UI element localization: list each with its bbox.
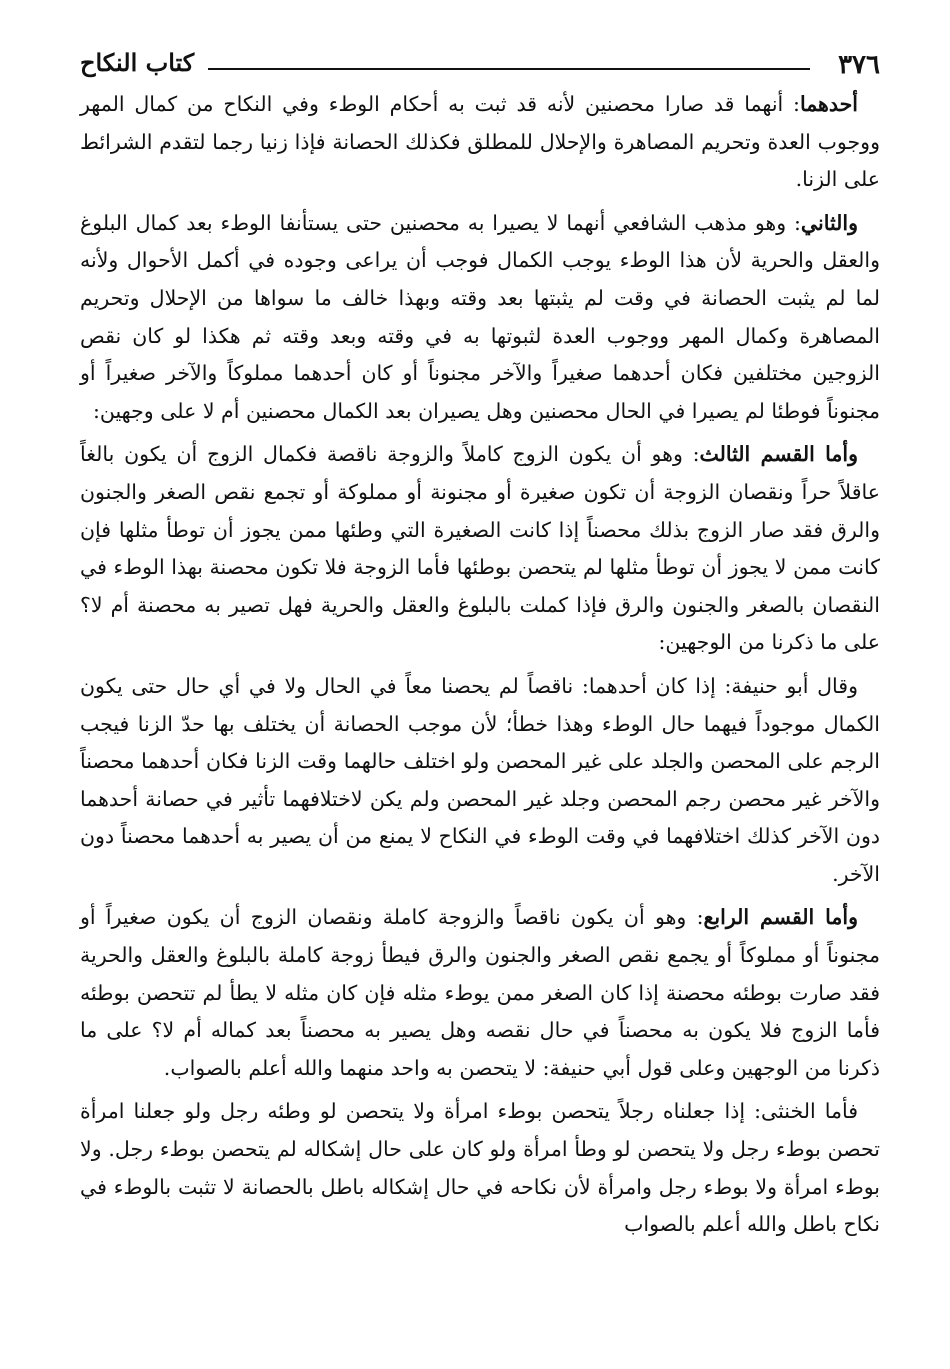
paragraph-text: : وهو مذهب الشافعي أنهما لا يصيرا به محصنين حتى يستأنفا الوطء بعد كمال البلوغ والعقل والحرية لأن هذا الوطء يوجب الكمال فوجب أن يراعى وجوده في أكمل الأحوال ولأنه لما لم يثبت الحصانة في وقت لم يثبتها بعد وقته وبهذا خالف ما سواها من الإحلال وتحريم المصاهرة وكمال المهر ووجوب العدة لثبوتها به في وقته وبعد وقته ثم هكذا لو كان نقص الزوجين مختلفين فكان أحدهما صغيراً والآخر مجنوناً أو كان أحدهما مملوكاً والآخر صغيراً أو مجنوناً فوطئا لم يصيرا في الحال محصنين وهل يصيران بعد الكمال محصنين أم لا على وجهين: <box>80 210 880 423</box>
paragraph-third-section <box>80 436 880 662</box>
page-number: ٣٧٦ <box>838 50 880 80</box>
paragraph-text: فأما الخنثى: إذا جعلناه رجلاً يتحصن بوطء امرأة ولا يتحصن لو وطئه رجل ولو جعلنا امرأة تحصن بوطء رجل ولا يتحصن لو وطأ امرأة ولو كان على حال إشكاله لم يتحصن بوطء رجل. ولا بوطء امرأة ولا بوطء رجل وامرأة لأن نكاحه في حال إشكاله باطل بالحصانة لا تثبت بالوطء في نكاح باطل والله أعلم بالصواب <box>80 1099 880 1237</box>
paragraph-second-view <box>80 205 880 431</box>
paragraph-text: : وهو أن يكون الزوج كاملاً والزوجة ناقصة فكمال الزوج أن يكون بالغاً عاقلاً حراً ونقصان الزوجة أن تكون صغيرة أو مجنونة أو مملوكة أو تجمع نقص الصغر والجنون والرق فقد صار الزوج بذلك محصناً إذا كانت الصغيرة التي وطئها ممن يجوز أن توطأ مثلها فإن كانت ممن لا يجوز أن توطأ مثلها لم يتحصن بوطئها فأما الزوجة فلا تكون محصنة بهذا الوطء في النقصان بالصغر والجنون والرق فإذا كملت بالبلوغ والعقل والحرية فهل تصير به محصنة أم لا؟ على ما ذكرنا من الوجهين: <box>80 442 880 655</box>
paragraph-abu-hanifa <box>80 668 880 894</box>
paragraph-lead: وأما القسم الثالث <box>699 442 858 467</box>
paragraph-lead: أحدهما <box>799 92 858 116</box>
paragraph-lead: والثاني <box>800 210 858 235</box>
book-title: كتاب النكاح <box>80 48 195 77</box>
paragraph-lead: وأما القسم الرابع <box>703 905 858 930</box>
paragraph-text: : أنهما قد صارا محصنين لأنه قد ثبت به أحكام الوطء وفي النكاح من كمال المهر ووجوب العدة وتحريم المصاهرة والإحلال للمطلق فكذلك الحصانة فإذا زنيا رجما لتقدم الشرائط على الزنا. <box>80 92 880 192</box>
header-rule <box>208 68 810 70</box>
paragraph-text: وقال أبو حنيفة: إذا كان أحدهما: ناقصاً لم يحصنا معاً في الحال ولا في أي حال حتى يكون الكمال موجوداً فيهما حال الوطء وهذا خطأ؛ لأن موجب الحصانة أن يختلف بها حدّ الزنا فيجب الرجم على المحصن والجلد على غير المحصن ولو اختلف حالهما وقت الزنا فكان أحدهما محصناً والآخر غير محصن رجم المحصن وجلد غير المحصن ولم يكن لاختلافهما تأثير في حصانة أحدهما دون الآخر كذلك اختلافهما في وقت الوطء في النكاح لا يمنع من أن يصير به أحدهما محصناً دون الآخر. <box>80 673 880 886</box>
paragraph-fourth-section <box>80 899 880 1087</box>
paragraph-khuntha <box>80 1093 880 1243</box>
book-page <box>80 40 880 1340</box>
body-text <box>80 86 880 1244</box>
paragraph-text: : وهو أن يكون ناقصاً والزوجة كاملة ونقصان الزوج أن يكون صغيراً أو مجنوناً أو مملوكاً أو يجمع نقص الصغر والجنون والرق فيطأ زوجة كاملة بالبلوغ والعقل والحرية فقد صارت بوطئه محصنة إذا كان الصغر ممن يوطء مثله فإن كان مثله لا يطأ لم تتحصن بوطئه فأما الزوج فلا يكون به محصناً في حال نقصه وهل يصير به محصناً بعد كماله أم لا؟ على ما ذكرنا من الوجهين وعلى قول أبي حنيفة: لا يتحصن به واحد منهما والله أعلم بالصواب. <box>80 905 880 1080</box>
paragraph-first-view <box>80 86 880 199</box>
running-header <box>80 40 880 86</box>
